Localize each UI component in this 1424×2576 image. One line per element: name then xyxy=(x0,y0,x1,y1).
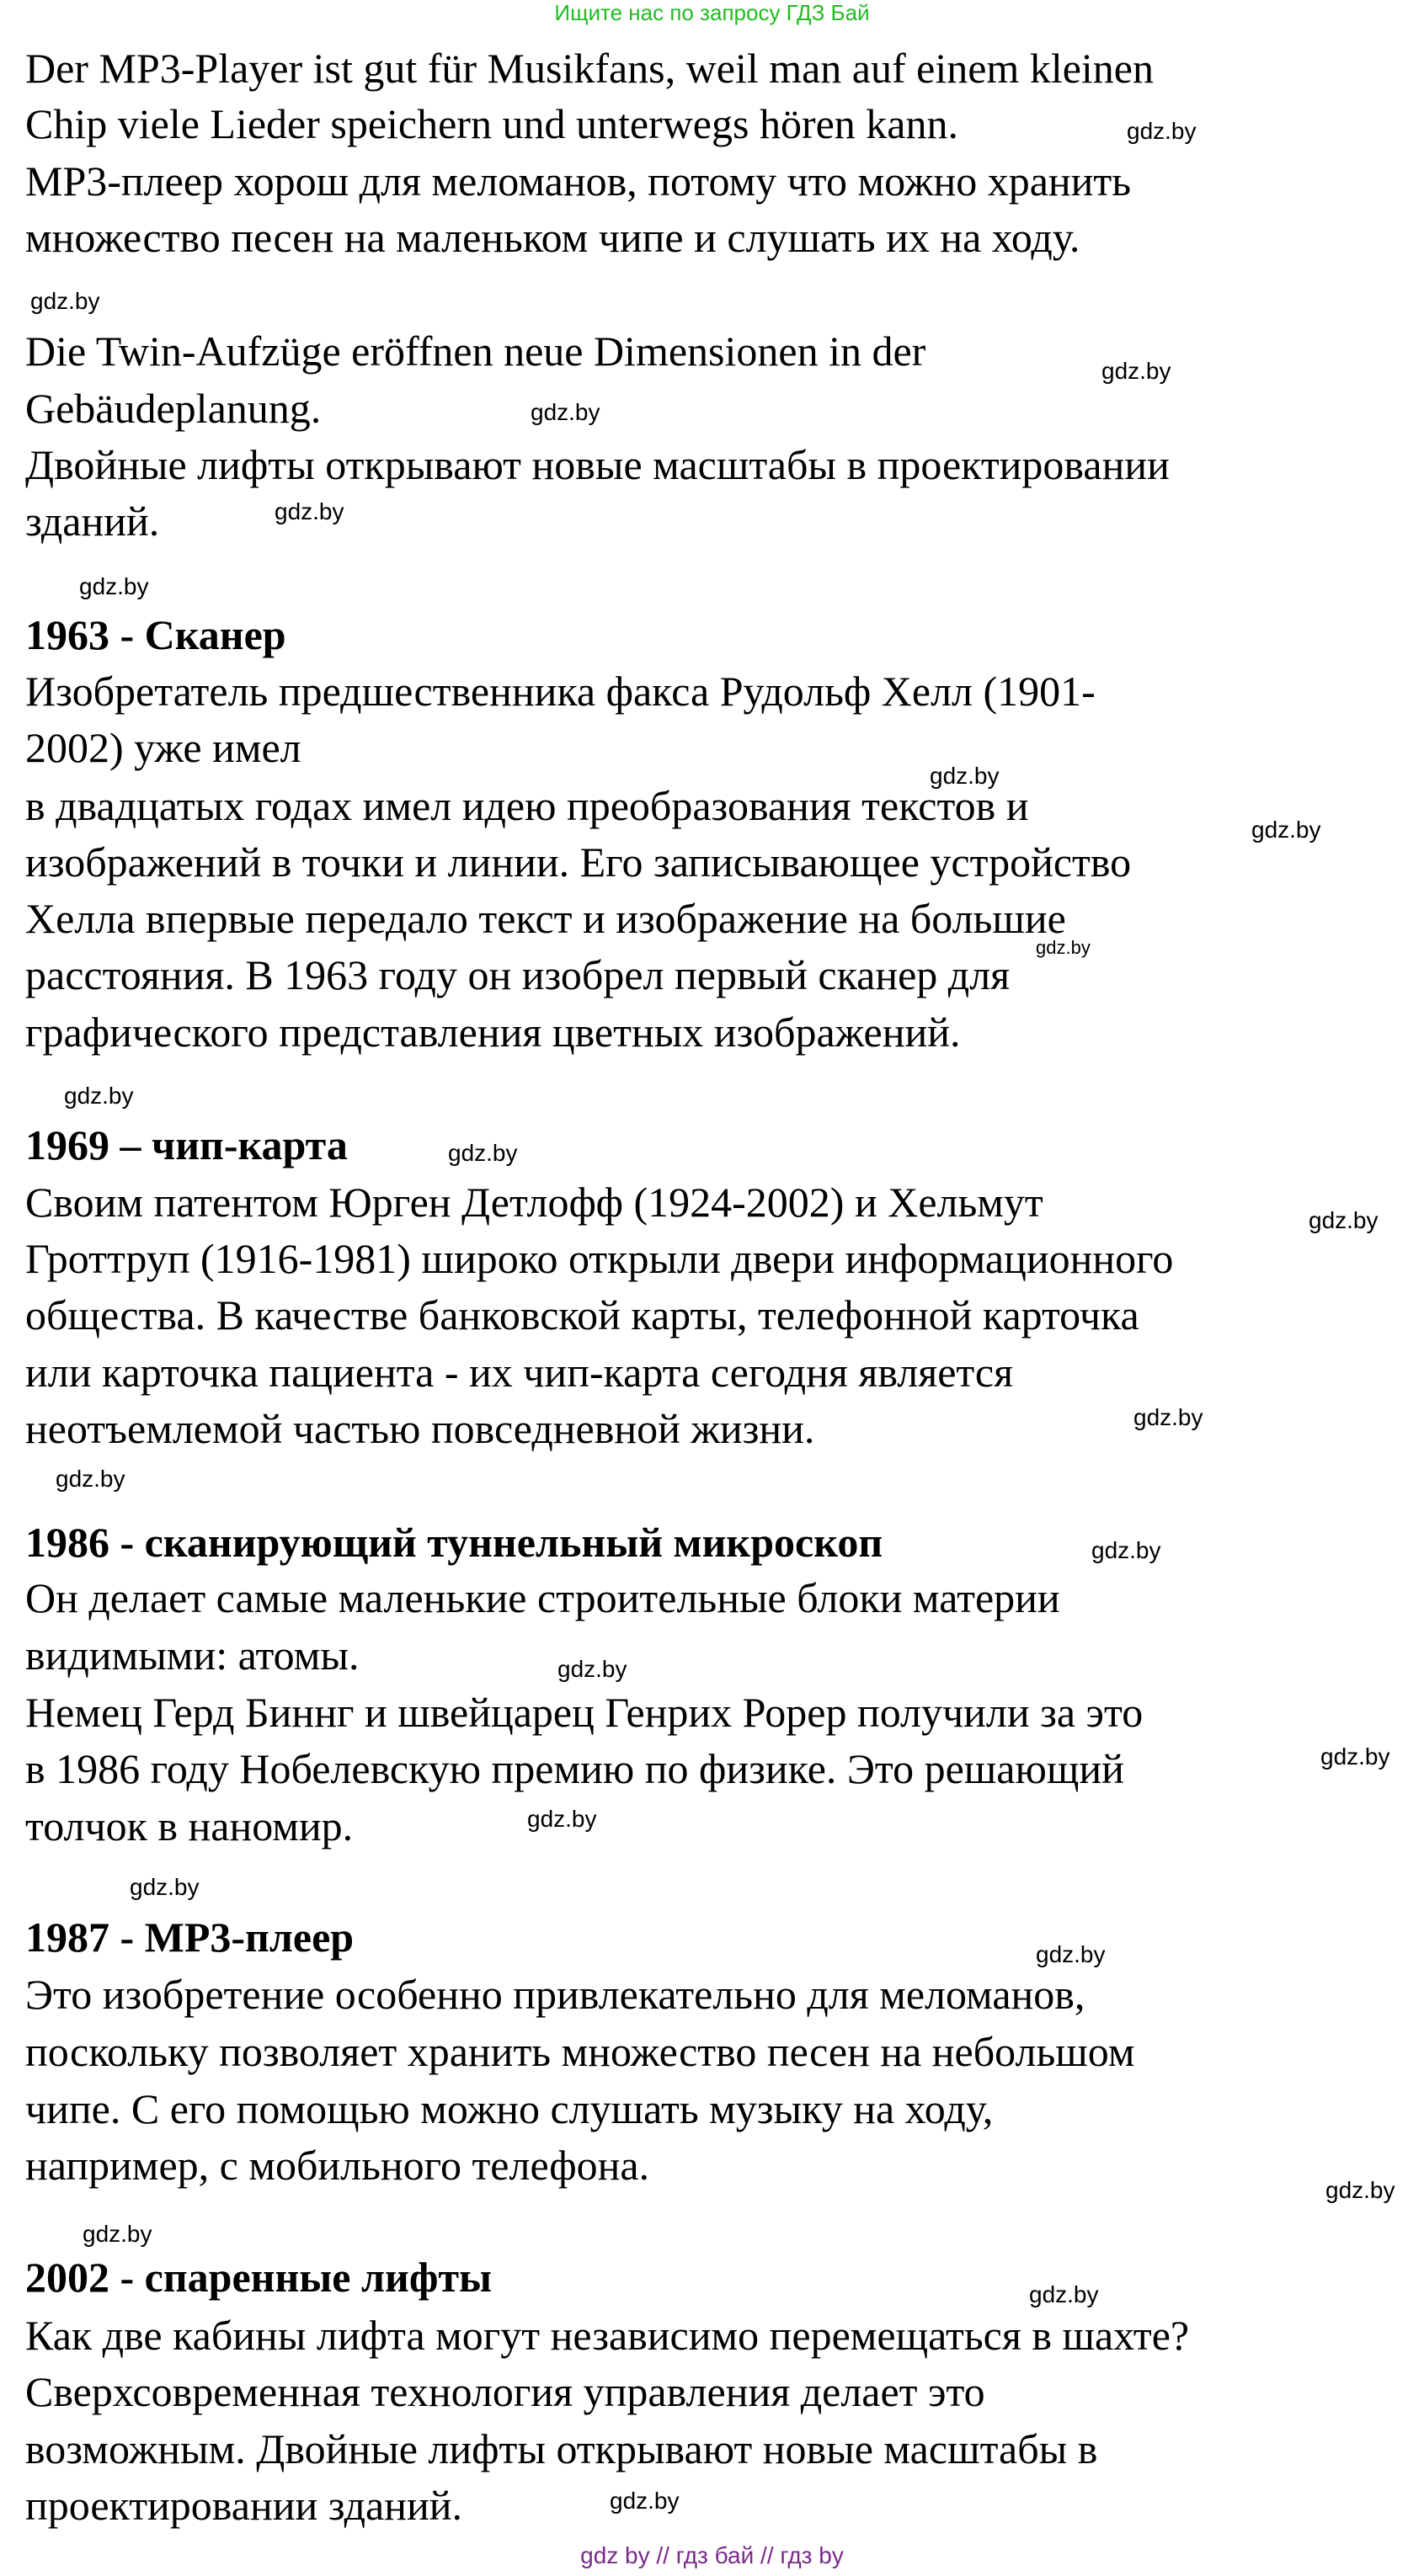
text-line: множество песен на маленьком чипе и слушать их на ходу. xyxy=(25,214,1080,261)
text-line: проектировании зданий. xyxy=(25,2482,462,2529)
text-line: Гроттруп (1916-1981) широко открыли двери информационного xyxy=(25,1235,1174,1282)
watermark: gdz.by xyxy=(1036,937,1091,958)
watermark: gdz.by xyxy=(64,1083,134,1109)
watermark: gdz.by xyxy=(130,1874,200,1900)
text-line: Сверхсовременная технология управления делает это xyxy=(25,2368,985,2415)
text-line: возможным. Двойные лифты открывают новые масштабы в xyxy=(25,2425,1098,2472)
text-line: Изобретатель предшественника факса Рудольф Хелл (1901- xyxy=(25,668,1096,715)
text-line: изображений в точки и линии. Его записывающее устройство xyxy=(25,838,1132,886)
section-heading-mp3: 1987 - MP3-плеер xyxy=(25,1913,355,1961)
watermark: gdz.by xyxy=(30,288,100,314)
text-line: Своим патентом Юрген Детлофф (1924-2002) и Хельмут xyxy=(25,1179,1043,1226)
text-line: зданий. xyxy=(25,498,160,545)
text-line: Он делает самые маленькие строительные блоки материи xyxy=(25,1574,1060,1621)
watermark: gdz.by xyxy=(1036,1941,1106,1967)
watermark: gdz.by xyxy=(1320,1743,1390,1770)
watermark: gdz.by xyxy=(275,498,344,524)
text-line: в двадцатых годах имел идею преобразования текстов и xyxy=(25,782,1029,829)
text-line: например, с мобильного телефона. xyxy=(25,2142,650,2189)
watermark: gdz.by xyxy=(1251,817,1321,843)
text-line: общества. В качестве банковской карты, телефонной карточка xyxy=(25,1291,1139,1339)
text-line: Это изобретение особенно привлекательно для меломанов, xyxy=(25,1971,1085,2018)
text-line: Chip viele Lieder speichern und unterwegs hören kann. xyxy=(25,100,958,147)
text-line: Gebäudeplanung. xyxy=(25,385,322,432)
watermark: gdz.by xyxy=(930,763,1000,789)
top-banner: Ищите нас по запросу ГДЗ Бай xyxy=(554,0,870,25)
watermark: gdz.by xyxy=(1325,2177,1395,2203)
text-line: Двойные лифты открывают новые масштабы в проектировании xyxy=(25,441,1170,488)
watermark: gdz.by xyxy=(557,1656,627,1682)
watermark: gdz.by xyxy=(79,573,149,599)
text-line: Немец Герд Биннг и швейцарец Генрих Рорер получили за это xyxy=(25,1689,1144,1736)
text-line: поскольку позволяет хранить множество песен на небольшом xyxy=(25,2028,1135,2075)
section-heading-elevators: 2002 - спаренные лифты xyxy=(25,2254,493,2301)
text-line: или карточка пациента - их чип-карта сегодня является xyxy=(25,1349,1014,1396)
text-line: Die Twin-Aufzüge eröffnen neue Dimensionen in der xyxy=(25,327,926,375)
text-line: неотъемлемой частью повседневной жизни. xyxy=(25,1405,815,1452)
watermark: gdz.by xyxy=(527,1806,597,1832)
text-line: MP3-плеер хорош для меломанов, потому что можно хранить xyxy=(25,157,1132,205)
text-line: чипе. С его помощью можно слушать музыку на ходу, xyxy=(25,2085,994,2132)
watermark: gdz.by xyxy=(1133,1404,1203,1430)
text-line: графического представления цветных изображений. xyxy=(25,1009,961,1056)
watermark: gdz.by xyxy=(56,1466,125,1492)
watermark: gdz.by xyxy=(1127,118,1197,144)
watermark: gdz.by xyxy=(1029,2281,1099,2307)
watermark: gdz.by xyxy=(1309,1207,1379,1233)
watermark: gdz.by xyxy=(1091,1537,1161,1563)
section-heading-chipcard: 1969 – чип-карта xyxy=(25,1121,348,1168)
text-line: в 1986 году Нобелевскую премию по физике. Это решающий xyxy=(25,1745,1124,1792)
text-line: толчок в наномир. xyxy=(25,1802,354,1850)
text-line: 2002) уже имел xyxy=(25,724,301,771)
watermark: gdz.by xyxy=(610,2488,680,2514)
section-heading-scanner: 1963 - Сканер xyxy=(25,611,286,658)
watermark: gdz.by xyxy=(531,399,600,425)
text-line: Как две кабины лифта могут независимо перемещаться в шахте? xyxy=(25,2312,1190,2359)
watermark: gdz.by xyxy=(1101,358,1171,384)
footer: gdz by // гдз бай // гдз by xyxy=(580,2542,844,2568)
watermark: gdz.by xyxy=(83,2221,152,2247)
text-line: Хелла впервые передало текст и изображение на большие xyxy=(25,895,1066,942)
text-line: расстояния. В 1963 году он изобрел первый сканер для xyxy=(25,951,1011,998)
section-heading-microscope: 1986 - сканирующий туннельный микроскоп xyxy=(25,1519,883,1566)
watermark: gdz.by xyxy=(448,1140,518,1166)
text-line: Der MP3-Player ist gut für Musikfans, weil man auf einem kleinen xyxy=(25,45,1154,92)
text-line: видимыми: атомы. xyxy=(25,1631,360,1679)
